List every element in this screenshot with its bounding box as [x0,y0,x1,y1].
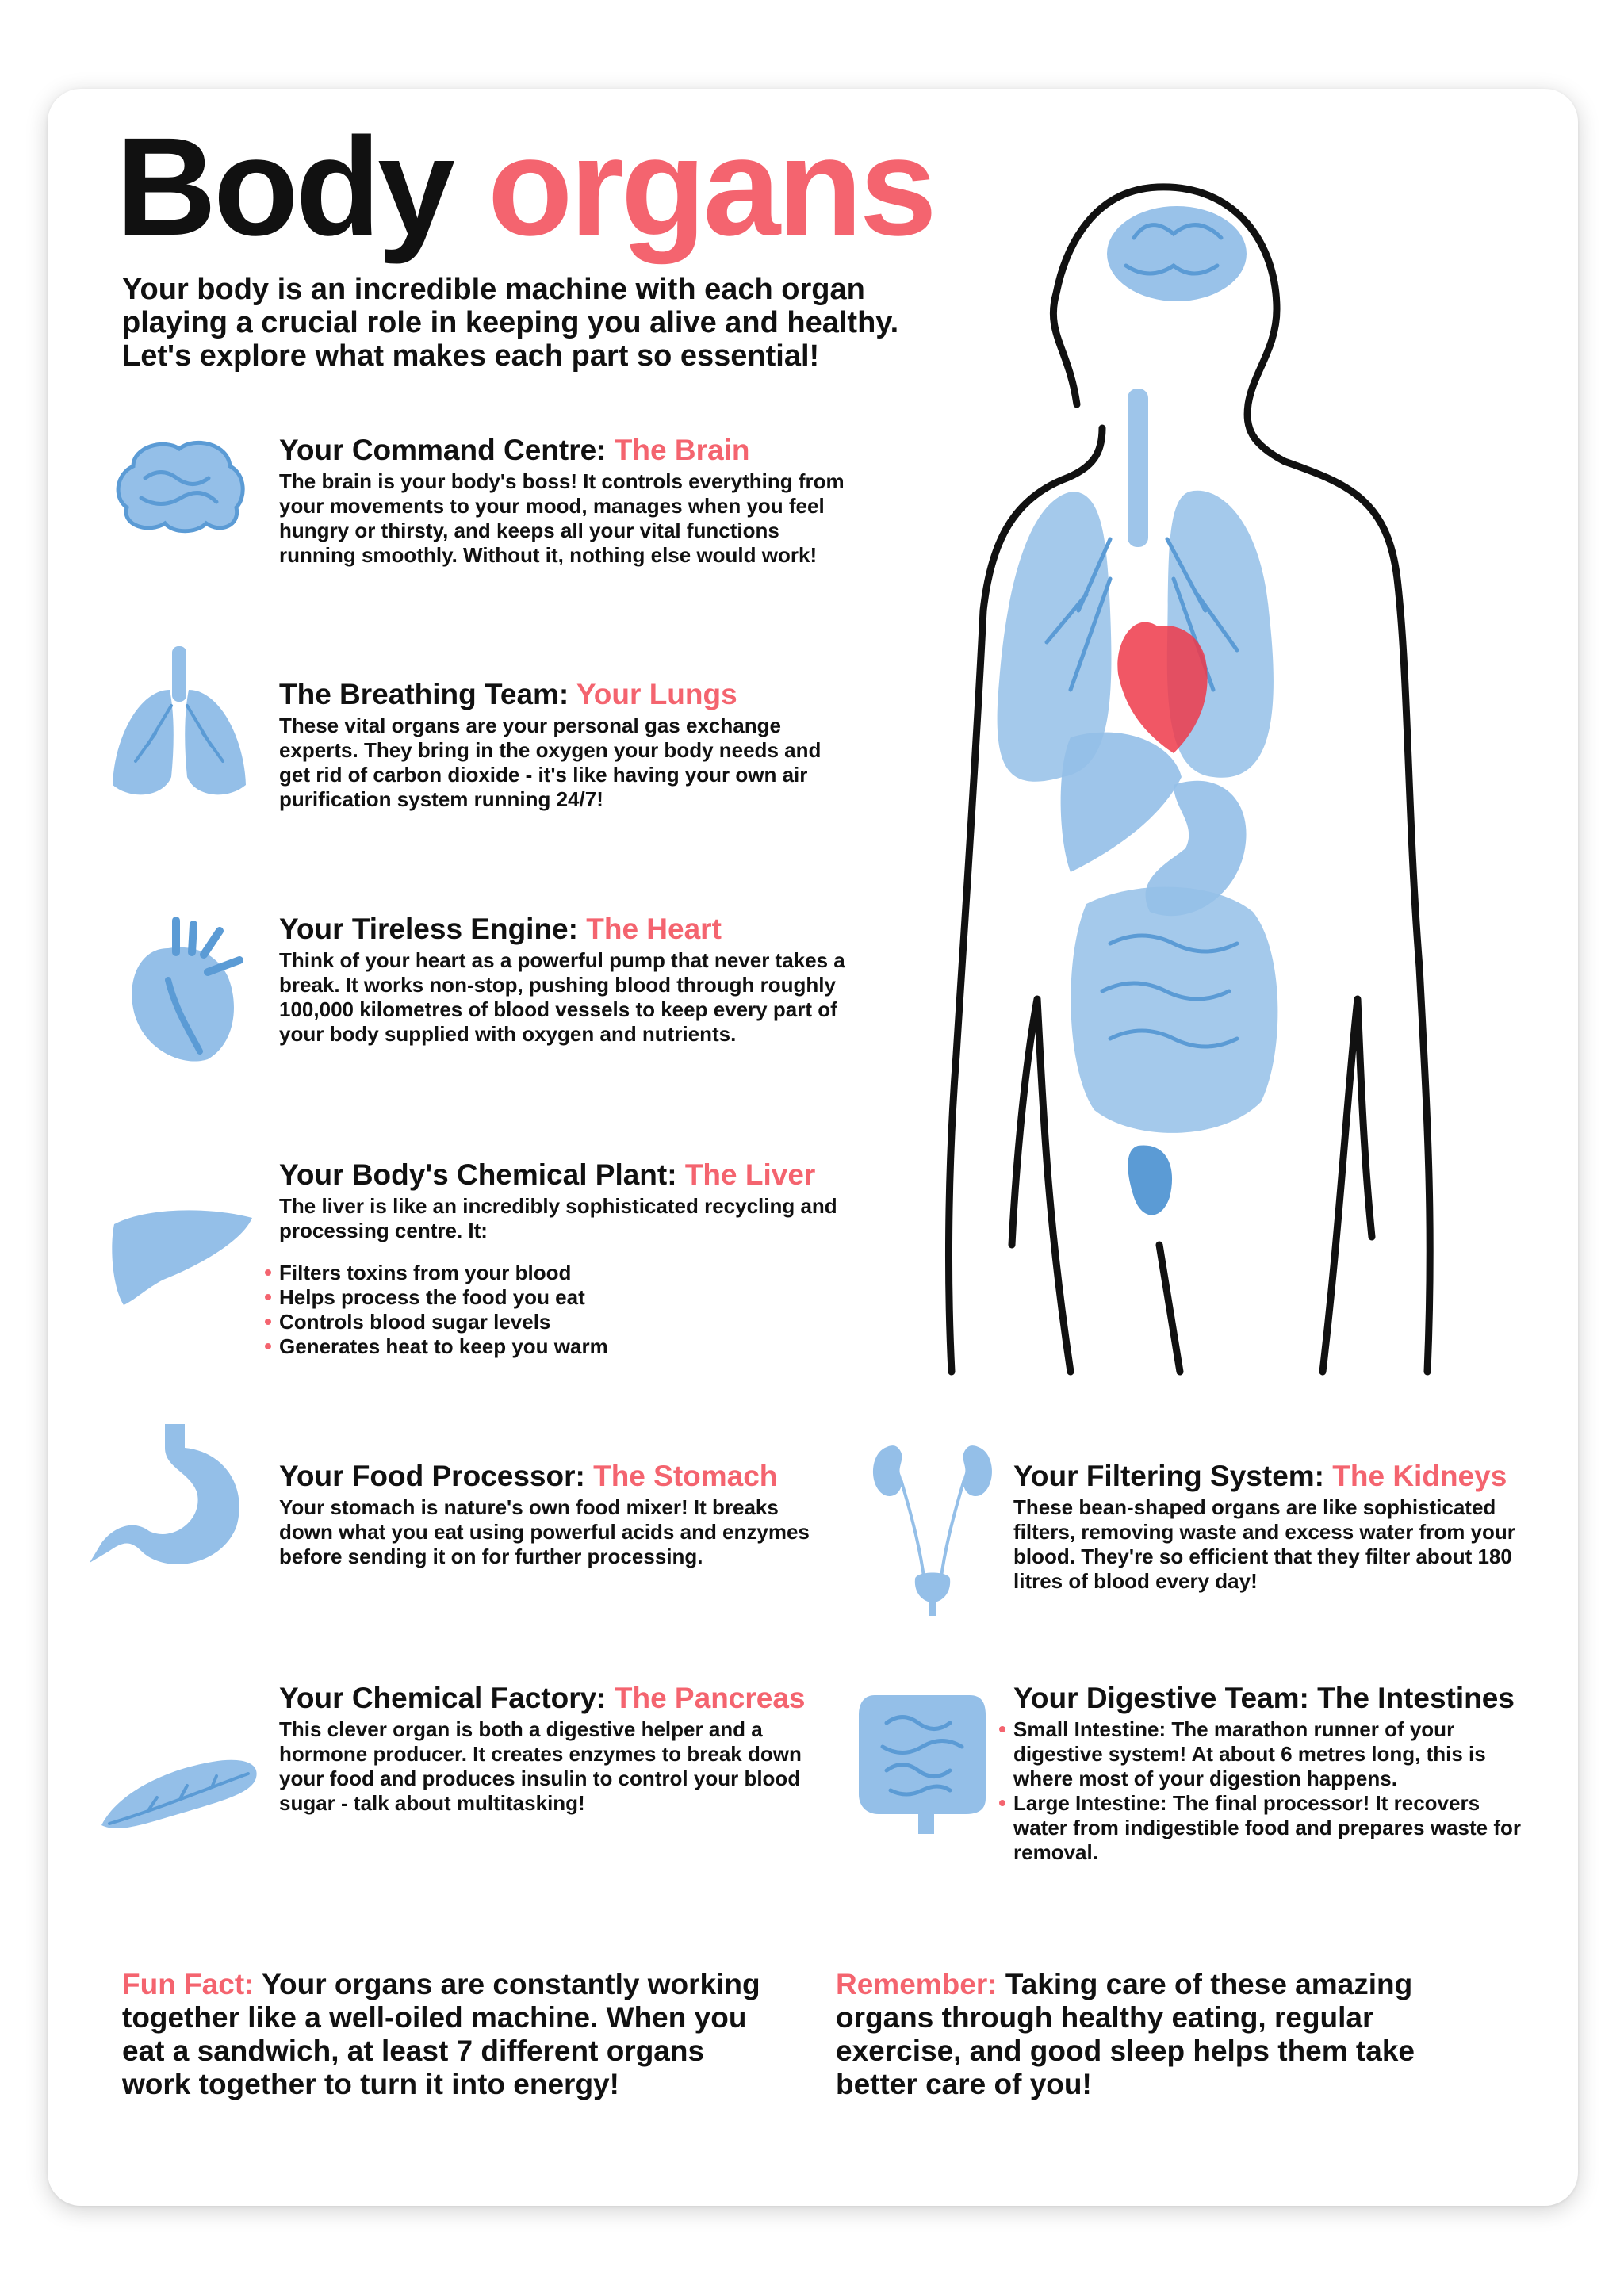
pancreas-icon [94,1746,262,1833]
kidneys-heading: Your Filtering System: The Kidneys [1013,1460,1507,1492]
section-heart [279,913,850,1047]
kidneys-text: These bean-shaped organs are like sophisticated filters, removing waste and excess water from your blood. They're so efficient that they filter about 180 litres of blood every day! [1013,1495,1515,1593]
title-black: Body [116,109,452,265]
title-accent: organs [487,109,934,265]
list-item: Filters toxins from your blood [279,1261,850,1285]
liver-icon [108,1200,255,1311]
heart-heading: Your Tireless Engine: The Heart [279,913,722,945]
figure-outline [948,187,1430,1372]
section-brain [279,434,850,568]
section-lungs [279,679,850,812]
section-pancreas [279,1682,834,1816]
stomach-heading: Your Food Processor: The Stomach [279,1460,778,1492]
heart-icon [121,917,247,1072]
remember-text: Taking care of these amazing organs through healthy eating, regular exercise, and good sleep helps them take better care of you! [836,1968,1415,2100]
intestines-heading: Your Digestive Team: The Intestines [1013,1682,1515,1714]
remember-label: Remember: [836,1968,998,2000]
intro-text: Your body is an incredible machine with each organ playing a crucial role in keeping you alive and healthy. Let's explore what makes each part so essential! [122,273,899,373]
fun-fact [122,1968,772,2101]
remember-note [836,1968,1470,2101]
liver-heading: Your Body's Chemical Plant: The Liver [279,1158,816,1191]
figure-intestines [1071,887,1277,1133]
brain-text: The brain is your body's boss! It controls everything from your movements to your mood, manages when you feel hungry or thirsty, and keeps all your vital functions running smoothly. Without it, nothing else would work! [279,469,845,567]
section-liver [279,1159,850,1359]
body-figure [872,167,1443,1388]
list-item: Helps process the food you eat [279,1285,850,1310]
figure-brain [1107,206,1247,301]
brain-icon [109,434,248,538]
section-kidneys [1013,1460,1537,1594]
page-title [116,109,934,265]
list-item: Large Intestine: The final processor! It recovers water from indigestible food and prepares waste for removal. [1013,1791,1537,1865]
fun-fact-text: Your organs are constantly working together like a well-oiled machine. When you eat a sandwich, at least 7 different organs work together to turn it into energy! [122,1968,760,2100]
kidneys-icon [869,1432,996,1619]
intestines-bullets [1013,1717,1537,1865]
pancreas-heading: Your Chemical Factory: The Pancreas [279,1682,806,1714]
pancreas-text: This clever organ is both a digestive helper and a hormone producer. It creates enzymes to break down your food and produces insulin to control your blood sugar - talk about multitasking! [279,1717,802,1815]
fun-fact-label: Fun Fact: [122,1968,255,2000]
intestines-icon [855,1679,990,1838]
lungs-text: These vital organs are your personal gas exchange experts. They bring in the oxygen your body needs and get rid of carbon dioxide - it's like having your own air purification system running 24/7! [279,714,822,811]
section-stomach [279,1460,834,1569]
figure-liver [1061,733,1182,872]
figure-bladder [1128,1145,1172,1215]
liver-text: The liver is like an incredibly sophisticated recycling and processing centre. It: [279,1194,837,1242]
liver-bullets [279,1261,850,1359]
stomach-icon [86,1424,252,1571]
list-item: Generates heat to keep you warm [279,1334,850,1359]
stomach-text: Your stomach is nature's own food mixer! It breaks down what you eat using powerful acids and enzymes before sending it on for further processing. [279,1495,810,1568]
heart-text: Think of your heart as a powerful pump that never takes a break. It works non-stop, pushing blood through roughly 100,000 kilometres of blood vessels to keep every part of your body supplied with oxygen and nutrients. [279,948,845,1046]
figure-trachea [1128,389,1148,547]
section-intestines [1013,1682,1537,1865]
brain-heading: Your Command Centre: The Brain [279,434,750,466]
lungs-icon [108,642,251,801]
list-item: Small Intestine: The marathon runner of your digestive system! At about 6 metres long, this is where most of your digestion happens. [1013,1717,1537,1791]
lungs-heading: The Breathing Team: Your Lungs [279,678,737,710]
list-item: Controls blood sugar levels [279,1310,850,1334]
